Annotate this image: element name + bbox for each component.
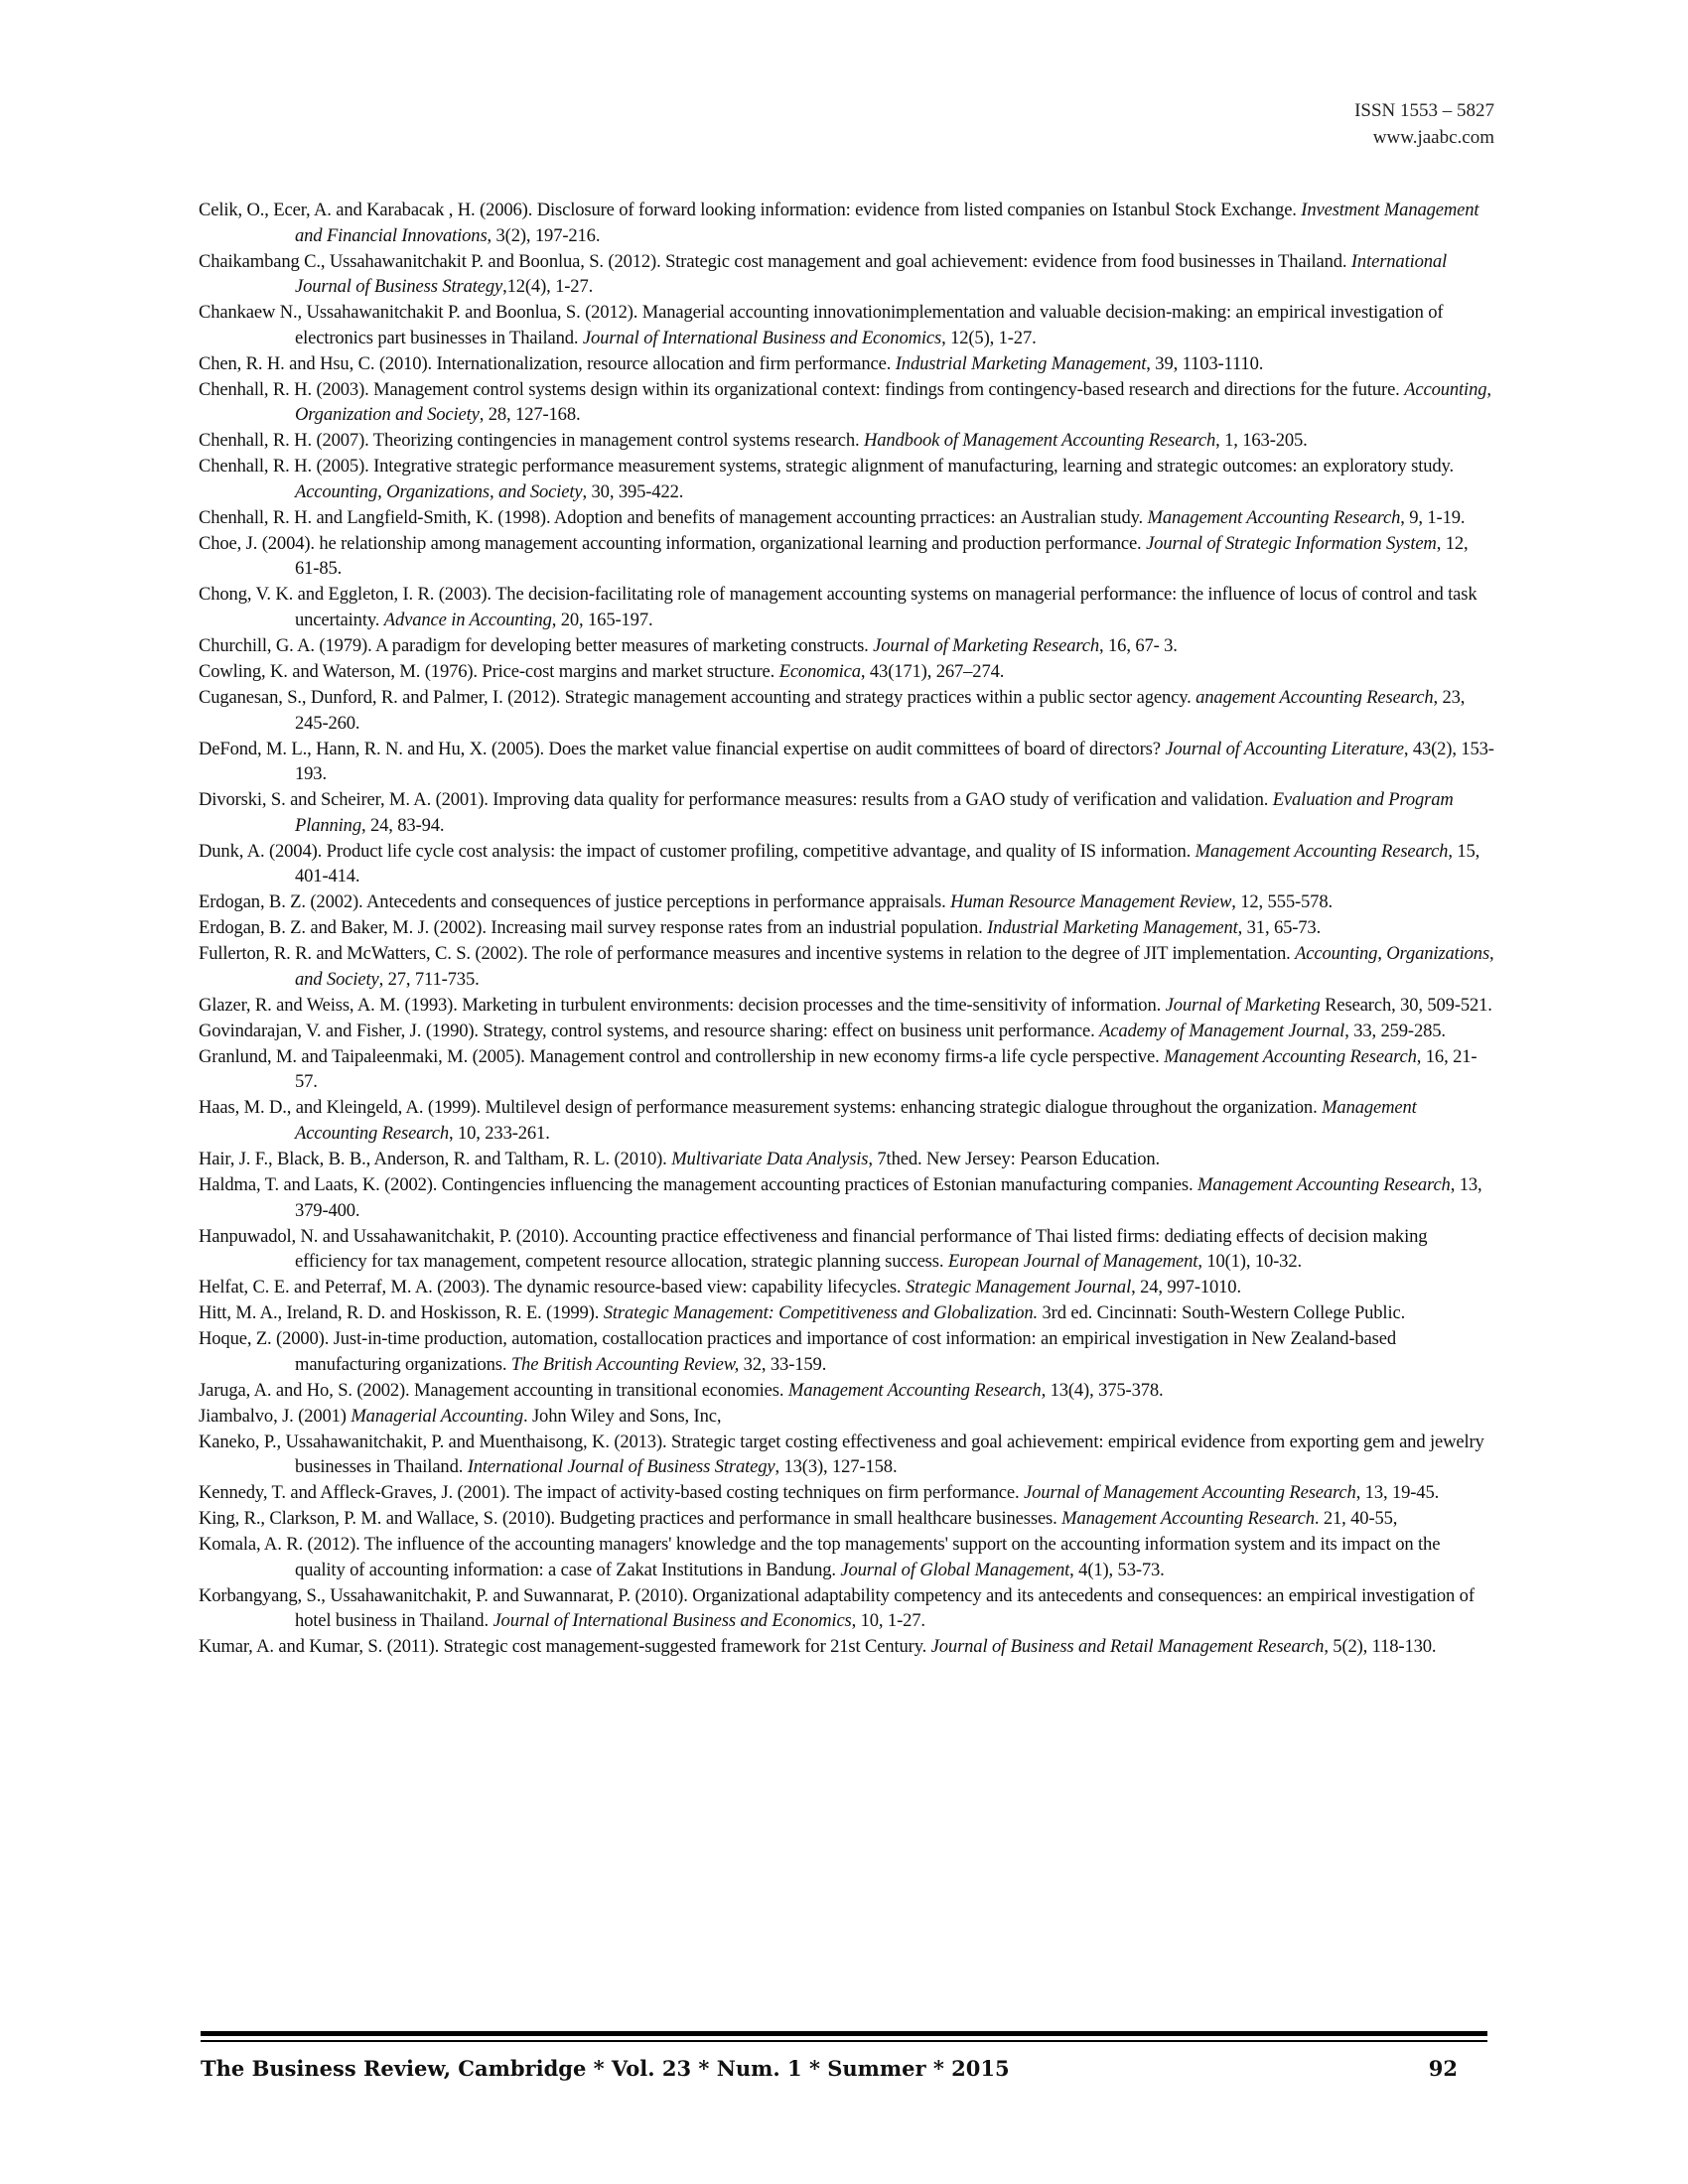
reference-source: Management Accounting Research	[1196, 1173, 1451, 1195]
reference-details: 32, 33-159.	[739, 1353, 827, 1375]
reference-entry	[199, 1404, 1494, 1430]
reference-source: anagement Accounting Research	[1196, 686, 1434, 708]
reference-text: Govindarajan, V. and Fisher, J. (1990). Strategy, control systems, and resource sharing: effect on business unit performance.	[199, 1020, 1100, 1041]
reference-details: , 43(171), 267–274.	[860, 660, 1005, 682]
reference-text: Chenhall, R. H. (2007). Theorizing contingencies in management control systems research.	[199, 430, 864, 452]
reference-entry	[199, 737, 1494, 787]
reference-details: , 10, 1-27.	[851, 1610, 925, 1632]
reference-source: European Journal of Management	[947, 1251, 1198, 1273]
reference-text: Fullerton, R. R. and McWatters, C. S. (2002). The role of performance measures and incentive systems in relation to the degree of JIT implementation.	[199, 943, 1296, 965]
reference-source: Journal of Marketing Research	[873, 635, 1100, 656]
page-number: 92	[1428, 2056, 1458, 2081]
reference-source: Economica	[778, 660, 861, 682]
reference-details: , 1, 163-205.	[1215, 430, 1308, 452]
reference-details: , 12(5), 1-27.	[941, 327, 1037, 348]
reference-details: , 5(2), 118-130.	[1324, 1636, 1437, 1658]
reference-source: Journal of Accounting Literature	[1165, 738, 1404, 759]
reference-entry	[199, 582, 1494, 632]
reference-source: Investment Management and Financial Innovations	[295, 200, 1479, 246]
reference-entry	[199, 993, 1494, 1019]
reference-source: Journal of Global Management	[840, 1559, 1070, 1580]
issn: ISSN 1553 – 5827	[1354, 100, 1494, 121]
reference-entry	[199, 1634, 1494, 1660]
reference-details: Research, 30, 509-521.	[1320, 994, 1492, 1016]
reference-text: Helfat, C. E. and Peterraf, M. A. (2003). The dynamic resource-based view: capability lifecycles.	[199, 1277, 906, 1298]
reference-details: , 24, 997-1010.	[1131, 1277, 1241, 1298]
reference-text: Haldma, T. and Laats, K. (2002). Contingencies influencing the management accounting practices of Estonian manufacturing companies.	[199, 1173, 1197, 1195]
reference-source: Journal of Marketing	[1165, 994, 1321, 1016]
reference-text: Jiambalvo, J. (2001)	[199, 1405, 352, 1427]
reference-entry	[199, 659, 1494, 685]
reference-source: Management Accounting Research	[295, 1097, 1417, 1144]
reference-entry	[199, 351, 1494, 377]
reference-details: 7thed. New Jersey: Pearson Education.	[872, 1148, 1161, 1169]
reference-entry	[199, 198, 1494, 248]
reference-entry	[199, 454, 1494, 504]
reference-details: , 16, 67- 3.	[1099, 635, 1178, 656]
reference-entry	[199, 1044, 1494, 1095]
reference-text: Cuganesan, S., Dunford, R. and Palmer, I. (2012). Strategic management accounting and strategy practices within a public sector agency.	[199, 686, 1196, 708]
reference-text: Granlund, M. and Taipaleenmaki, M. (2005). Management control and controllership in new economy firms-a life cycle perspective.	[199, 1045, 1165, 1067]
reference-entry	[199, 633, 1494, 659]
reference-source: Evaluation and Program Planning	[295, 789, 1454, 836]
reference-text: Hoque, Z. (2000). Just-in-time production, automation, costallocation practices and importance of cost information: an empirical investigation in New Zealand-based manufacturing organizations.	[199, 1328, 1396, 1375]
reference-text: Dunk, A. (2004). Product life cycle cost analysis: the impact of customer profiling, competitive advantage, and quality of IS information.	[199, 840, 1196, 862]
reference-details: , 4(1), 53-73.	[1069, 1559, 1165, 1580]
reference-text: DeFond, M. L., Hann, R. N. and Hu, X. (2005). Does the market value financial expertise on audit committees of board of directors?	[199, 738, 1166, 759]
reference-source: Academy of Management Journal	[1099, 1020, 1345, 1041]
reference-entry	[199, 1532, 1494, 1582]
reference-details: , 33, 259-285.	[1344, 1020, 1446, 1041]
reference-entry	[199, 915, 1494, 941]
reference-source: Industrial Marketing Management	[987, 917, 1238, 939]
reference-source: Management Accounting Research	[1195, 840, 1449, 862]
reference-details: , 13(3), 127-158.	[774, 1456, 898, 1478]
reference-entry	[199, 300, 1494, 350]
reference-source: Strategic Management: Competitiveness and Globalization.	[603, 1302, 1039, 1324]
reference-text: Celik, O., Ecer, A. and Karabacak , H. (2006). Disclosure of forward looking information: evidence from listed companies on Istanbul Stock Exchange.	[199, 200, 1302, 220]
reference-text: Divorski, S. and Scheirer, M. A. (2001). Improving data quality for performance measures: results from a GAO study of verification and validation.	[199, 789, 1273, 811]
reference-source: Advance in Accounting	[383, 610, 552, 631]
reference-source: Journal of Management Accounting Research	[1024, 1482, 1356, 1504]
reference-entry	[199, 1172, 1494, 1223]
reference-text: Chen, R. H. and Hsu, C. (2010). Internationalization, resource allocation and firm performance.	[199, 352, 896, 374]
reference-entry	[199, 505, 1494, 531]
reference-text: Kennedy, T. and Affleck-Graves, J. (2001). The impact of activity-based costing techniques on firm performance.	[199, 1482, 1025, 1504]
reference-text: Chenhall, R. H. and Langfield-Smith, K. (1998). Adoption and benefits of management accounting prractices: an Australian study.	[199, 506, 1148, 528]
reference-details: , 28, 127-168.	[479, 404, 581, 426]
reference-entry	[199, 1275, 1494, 1300]
reference-entry	[199, 1378, 1494, 1404]
reference-details: , 3(2), 197-216.	[487, 224, 601, 246]
reference-details: , 10(1), 10-32.	[1197, 1251, 1302, 1273]
reference-entry	[199, 1019, 1494, 1044]
reference-source: Multivariate Data Analysis,	[671, 1148, 873, 1169]
reference-entry	[199, 1430, 1494, 1480]
reference-source: Managerial Accounting	[351, 1405, 523, 1427]
page-header	[1354, 97, 1494, 151]
reference-details: , 16, 21-57.	[295, 1045, 1477, 1093]
reference-details: , 24, 83-94.	[360, 814, 445, 836]
reference-entry	[199, 1147, 1494, 1172]
reference-details: , 10, 233-261.	[448, 1122, 550, 1144]
reference-source: The British Accounting Review,	[510, 1353, 740, 1375]
reference-entry	[199, 1300, 1494, 1326]
reference-details: . 21, 40-55,	[1314, 1508, 1398, 1530]
reference-entry	[199, 1506, 1494, 1532]
reference-text: Chaikambang C., Ussahawanitchakit P. and Boonlua, S. (2012). Strategic cost management and goal achievement: evidence from food businesses in Thailand.	[199, 250, 1351, 272]
reference-details: , 31, 65-73.	[1237, 917, 1322, 939]
reference-entry	[199, 1326, 1494, 1377]
reference-list	[199, 198, 1494, 1660]
reference-text: Haas, M. D., and Kleingeld, A. (1999). Multilevel design of performance measurement systems: enhancing strategic dialogue throughout the organization.	[199, 1097, 1323, 1119]
reference-source: Accounting, Organization and Society	[295, 378, 1491, 426]
reference-details: 3rd ed. Cincinnati: South-Western College Public.	[1038, 1302, 1406, 1324]
reference-text: Choe, J. (2004). he relationship among management accounting information, organizational learning and production performance.	[199, 532, 1147, 554]
reference-source: Human Resource Management Review	[950, 891, 1232, 913]
reference-text: Churchill, G. A. (1979). A paradigm for developing better measures of marketing constructs.	[199, 635, 874, 656]
reference-entry	[199, 1583, 1494, 1634]
reference-entry	[199, 685, 1494, 736]
reference-text: Glazer, R. and Weiss, A. M. (1993). Marketing in turbulent environments: decision processes and the time-sensitivity of information.	[199, 994, 1166, 1016]
reference-entry	[199, 249, 1494, 300]
reference-text: Cowling, K. and Waterson, M. (1976). Price-cost margins and market structure.	[199, 660, 779, 682]
reference-source: Industrial Marketing Management	[895, 352, 1147, 374]
reference-source: Journal of Business and Retail Management Research	[930, 1636, 1325, 1658]
reference-details: , 43(2), 153-193.	[295, 738, 1494, 785]
reference-text: Chankaew N., Ussahawanitchakit P. and Boonlua, S. (2012). Managerial accounting innovationimplementation and valuable decision-making: an empirical investigation of electronics part businesses in Thailand.	[199, 302, 1444, 348]
reference-details: ,12(4), 1-27.	[502, 276, 594, 298]
reference-entry	[199, 1480, 1494, 1506]
reference-entry	[199, 531, 1494, 582]
reference-text: Chenhall, R. H. (2005). Integrative strategic performance measurement systems, strategic alignment of manufacturing, learning and strategic outcomes: an exploratory study.	[199, 456, 1454, 478]
reference-text: Erdogan, B. Z. and Baker, M. J. (2002). Increasing mail survey response rates from an industrial population.	[199, 917, 988, 939]
reference-entry	[199, 787, 1494, 838]
reference-source: Journal of Strategic Information System	[1146, 532, 1437, 554]
reference-source: International Journal of Business Strategy	[467, 1456, 775, 1478]
reference-entry	[199, 839, 1494, 889]
reference-text: Chong, V. K. and Eggleton, I. R. (2003). The decision-facilitating role of management accounting systems on managerial performance: the influence of locus of control and task uncertainty.	[199, 584, 1477, 631]
reference-text: Jaruga, A. and Ho, S. (2002). Management accounting in transitional economies.	[199, 1379, 788, 1401]
reference-source: International Journal of Business Strategy	[295, 250, 1448, 298]
reference-details: , 20, 165-197.	[551, 610, 653, 631]
reference-source: Management Accounting Research,	[787, 1379, 1047, 1401]
reference-details: , 39, 1103-1110.	[1146, 352, 1264, 374]
footer-rule-thin	[201, 2040, 1487, 2042]
reference-details: , 27, 711-735.	[378, 968, 480, 990]
reference-entry	[199, 1224, 1494, 1275]
reference-text: King, R., Clarkson, P. M. and Wallace, S. (2010). Budgeting practices and performance in small healthcare businesses.	[199, 1508, 1062, 1530]
reference-text: Kumar, A. and Kumar, S. (2011). Strategic cost management-suggested framework for 21st Century.	[199, 1636, 931, 1658]
reference-source: Management Accounting Research	[1164, 1045, 1417, 1067]
reference-text: Hanpuwadol, N. and Ussahawanitchakit, P. (2010). Accounting practice effectiveness and financial performance of Thai listed firms: dediating effects of decision making efficiency for tax management, competent resource allocation, strategic planning success.	[199, 1225, 1428, 1273]
reference-text: Komala, A. R. (2012). The influence of the accounting managers' knowledge and the top managements' support on the accounting information system and its impact on the quality of accounting information: a case of Zakat Institutions in Bandung.	[199, 1534, 1441, 1580]
reference-source: Accounting, Organizations, and Society	[295, 480, 583, 502]
reference-details: , 13, 19-45.	[1355, 1482, 1440, 1504]
reference-entry	[199, 377, 1494, 428]
reference-details: , 12, 61-85.	[295, 532, 1469, 580]
reference-source: Journal of International Business and Economics	[492, 1610, 852, 1632]
footer-rule-thick	[201, 2031, 1487, 2036]
website: www.jaabc.com	[1372, 127, 1494, 148]
reference-details: , 15, 401-414.	[295, 840, 1480, 887]
reference-details: , 12, 555-578.	[1231, 891, 1333, 913]
reference-details: 13(4), 375-378.	[1046, 1379, 1164, 1401]
reference-text: Kaneko, P., Ussahawanitchakit, P. and Muenthaisong, K. (2013). Strategic target costing effectiveness and goal achievement: empirical evidence from exporting gem and jewelry businesses in Thailand.	[199, 1431, 1484, 1478]
reference-source: Management Accounting Research	[1147, 506, 1401, 528]
reference-text: Korbangyang, S., Ussahawanitchakit, P. and Suwannarat, P. (2010). Organizational adaptability competency and its antecedents and consequences: an empirical investigation of hotel business in Thailand.	[199, 1584, 1475, 1632]
reference-details: , 9, 1-19.	[1400, 506, 1466, 528]
journal-citation: The Business Review, Cambridge * Vol. 23 * Num. 1 * Summer * 2015	[201, 2056, 1010, 2081]
reference-entry	[199, 1095, 1494, 1146]
reference-source: Journal of International Business and Economics	[582, 327, 942, 348]
reference-entry	[199, 428, 1494, 454]
reference-text: Hair, J. F., Black, B. B., Anderson, R. and Taltham, R. L. (2010).	[199, 1148, 672, 1169]
reference-details: . John Wiley and Sons, Inc,	[522, 1405, 722, 1427]
reference-source: Strategic Management Journal	[905, 1277, 1132, 1298]
reference-text: Chenhall, R. H. (2003). Management control systems design within its organizational context: findings from contingency-based research and directions for the future.	[199, 378, 1405, 400]
reference-text: Hitt, M. A., Ireland, R. D. and Hoskisson, R. E. (1999).	[199, 1302, 604, 1324]
reference-source: Handbook of Management Accounting Research	[863, 430, 1216, 452]
reference-text: Erdogan, B. Z. (2002). Antecedents and consequences of justice perceptions in performance appraisals.	[199, 891, 951, 913]
reference-details: , 30, 395-422.	[582, 480, 684, 502]
reference-entry	[199, 941, 1494, 992]
reference-details: , 23, 245-260.	[295, 686, 1466, 734]
reference-entry	[199, 889, 1494, 915]
reference-source: Accounting, Organizations, and Society	[295, 943, 1494, 990]
reference-details: , 13, 379-400.	[295, 1173, 1482, 1221]
reference-source: Management Accounting Research	[1061, 1508, 1315, 1530]
